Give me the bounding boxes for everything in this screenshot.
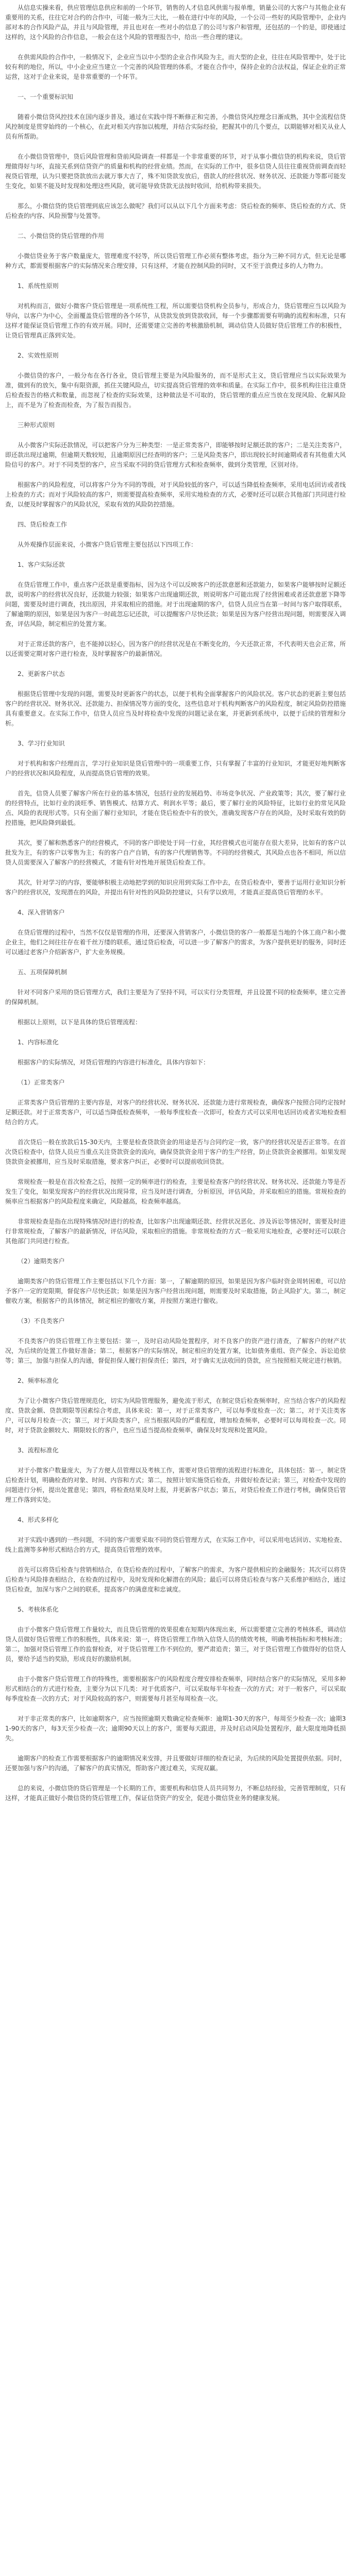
paragraph: 从外观操作层面来说，小微客户贷后管理主要包括以下四项工作： [18,541,197,548]
paragraph: 根据贷后管理中发现的问题，需要及时更新客户的状态，以便于机构全面掌握客户的风险状况。客户状态的更新主要包括客户的经营状况、财务状况、还款能力、担保情况等方面的变化，这些信息对于机构判断客户的风险程度，制定风险防控措施具有重要意义。在实际工作中，信贷人员应当及时将检查中发现的问题记录在案，并更新到系统中，以便于后续的管理和分析。 [5,690,346,727]
paragraph: 其次，针对学习的内容，要能够积极主动地把学到的知识应用到实际工作中去，在贷后检查中，要善于运用行业知识分析客户的经营状况，发现潜在的风险，并提出有针对性的风险防控建议，只有学以致用，才能真正提高贷后管理的水平。 [5,879,346,896]
section-heading: 一、一个重要标识知 [18,93,74,100]
subsection-heading: （3）不良类客户 [18,1317,65,1325]
paragraph: 对机构而言，做好小微客户贷后管理是一项系统性工程，所以需要信贷机构全员参与，形成合力，贷后管理应当以风险为导向，以客户为中心，全面覆盖贷后管理的各个环节，从贷款发放到贷款收回，每一个步骤都需要有明确的流程和标准，只有这样才能保证贷后管理工作的有效开展。同时，还需要建立完善的考核激励机制，调动信贷人员做好贷后管理工作的积极性，让贷后管理真正落到实处。 [5,302,346,339]
subsection-heading: 3、流程标准化 [18,1447,59,1454]
subsection-heading: （1）正常类客户 [18,1079,65,1086]
subsection-heading: 2、频率标准化 [18,1377,59,1384]
paragraph: 小微信贷业务于客户数量庞大，管理难度不轻等，所以贷后管理工作必须有整体考虑，指分为三种不同方式，但无论是哪种方式，都需要根据客户的实际情况来合理安排，只有这样，才能在控制风险的同时，又不至于浪费过多的人力物力。 [5,252,346,269]
paragraph: 针对不同客户采用的贷后管理方式，我们主要是为了坚持不同，可以实行分类管理，并且设置不同的检查频率，建立完善的保障机制。 [5,989,346,1006]
subsection-heading: 5、考核体系化 [18,1606,59,1613]
paragraph: 对于小微客户数量庞大，为了方便人员管理以及考核工作，需要对贷后管理的流程进行标准化，具体包括：第一，制定贷后检查计划，明确检查的对象、时间、内容和方式；第二，按照计划实施贷后检查，并做好检查记录；第三，对检查中发现的问题进行分析，提出处置意见；第四，将检查结果及时上报，并更新客户状态；第五，对贷后检查工作进行考核，确保贷后管理工作落到实处。 [5,1467,346,1503]
paragraph: 正常类客户贷后管理的主要内容是，对客户的经营状况、财务状况、还款能力进行常规检查，确保客户按照合同约定按时足额还款。对于正常类客户，可以适当降低检查频率，一般每季度检查一次即可，检查方式可以采用电话回访或者实地检查相结合的方式。 [5,1099,346,1126]
paragraph: 对于实践中遇到的一些问题，不同的客户需要采取不同的贷后管理方式，在实际工作中，可以采用电话回访、实地检查、线上监测等多种形式相结合的方式，提高贷后管理的效率。 [5,1536,346,1553]
paragraph: 小微信贷的客户，一般分布在各行各业，贷后管理主要是为风险服务的，而不是形式主义，贷后管理应当以实际效果为准，做到有的放矢，集中有限资源，抓住关键风险点，切实提高贷后管理的效率和质量。在实际工作中，很多机构往往注重贷后检查报告的格式和数量，而忽视了检查的实际效果，这种做法是不可取的，贷后管理的重点应当放在发现风险、化解风险上，而不是为了检查而检查，为了报告而报告。 [5,372,346,409]
paragraph: 由于小微客户贷后管理工作的特殊性，需要根据客户的风险程度合理安排检查频率，同时结合客户的实际情况，采用多种形式相结合的方式进行检查，主要分为以下几类：对于优质客户，可以采取每半年检查一次的方式；对于一般客户，可以采取每季度检查一次的方式；对于风险较高的客户，则需要每月甚至每周检查一次。 [5,1675,346,1702]
paragraph: 由于小微客户贷后管理工作量较大，而且贷后管理的效果很难在短期内体现出来，所以需要建立完善的考核体系，调动信贷人员做好贷后管理工作的积极性，具体来说：第一，将贷后管理工作纳入信贷人员的绩效考核，明确考核指标和考核标准；第二，加强对贷后管理工作的监督检查，对于贷后管理工作不到位的，要严肃追责；第三，对于贷后管理工作做得好的信贷人员，要给予适当的奖励，形成良好的激励机制。 [5,1626,346,1663]
paragraph: 根据以上原则，以下是具体的贷后管理流程： [18,1019,142,1026]
paragraph: 随着小微信贷风控技术在国内逐步普及，通过在实践中得不断修正和完善，小微信贷风控理念日渐成熟，其中全流程信贷风控制度是贯穿始终的一个核心，在此对相关内容加以梳理，并结合实际经验，把握其中的几个要点，以期能够对相关从业人员有所帮助。 [5,113,346,140]
section-heading: 四、贷后检查工作 [18,521,68,528]
paragraph: 逾期客户的检查工作需要根据客户的逾期情况来安排，并且要做好详细的检查记录，为后续的风险处置提供依据。同时，还要加强与客户的沟通，了解客户的真实情况，帮助客户渡过难关，实现双赢。 [5,1755,346,1772]
paragraph: 在小微信贷管理中，贷后风险管理和贷前风险调查一样都是一个非常重要的环节，对于从事小微信贷的机构来说，贷后管理做得好与坏，直接关系到信贷资产的质量和机构的经营业绩。然而，在实际的工作中，很多信贷人员往往重视贷前调查而轻视贷后管理，认为只要把贷款放出去就万事大吉了，殊不知贷款发放后，借款人的经营状况、财务状况、还款能力等都可能发生变化，如果不能及时发现和处理这些风险，就可能导致贷款无法按时收回，给机构带来损失。 [5,153,346,190]
paragraph: 非常规检查是指在出现特殊情况时进行的检查，比如客户出现逾期还款、经营状况恶化、涉及诉讼等情况时，需要及时进行非常规检查，了解客户的最新情况，评估风险，采取相应的措施。非常规检查的方式一般采用实地检查，必要时还可以联合其他部门共同进行检查。 [5,1218,346,1245]
paragraph: 总的来说，小微信贷的贷后管理是一个长期的工作，需要机构和信贷人员共同努力，不断总结经验，完善管理制度，只有这样，才能真正做好小微信贷的贷后管理工作，保证信贷资产的安全，促进小微信贷业务的健康发展。 [5,1785,346,1802]
section-heading: 五、五项保障机制 [18,969,68,976]
paragraph: 在贷后管理工作中，重点客户还款是重要指标，因为这个可以反映客户的还款意愿和还款能力，如果客户能够按时足额还款，说明客户的经营状况良好，还款能力较强；如果客户出现逾期还款，则说明客户可能出现了经营困难或者还款意愿下降等问题，需要及时进行调查，找出原因，并采取相应的措施。对于出现逾期的客户，信贷人员应当在第一时间与客户取得联系，了解逾期的原因，如果是因为客户一时疏忽忘记还款，可以提醒客户尽快还款；如果是因为客户经营出现问题，则需要深入调查，评估风险，制定相应的处置方案。 [5,581,346,628]
paragraph: 在供需风险的合作中，一般情况下，企业应当以中小型的企业合作风险为主，而大型的企业，往往在风险管理中，处于比较有利的地位，所以，中小企业应当建立一个完善的风险管理的体系，才能在合作中，保持企业的合法权益，保证企业的正常运营，这对于企业来说，是非常重要的一个环节。 [5,54,346,80]
paragraph: 首先可以将贷后检查与营销相结合，在贷后检查的过程中，了解客户的需求，为客户提供相应的金融服务；其次可以将贷后检查与风险排查相结合，在检查的过程中，及时发现和化解潜在的风险；最后可以将贷后检查与客户关系维护相结合，通过贷后检查，加深与客户之间的联系，提高客户的满意度和忠诚度。 [5,1566,346,1593]
paragraph: 不良类客户的贷后管理工作主要包括：第一，及时启动风险处置程序，对不良客户的资产进行清查，了解客户的财产状况，为后续的处置工作做好准备；第二，根据客户的实际情况，制定相应的处置方案，比如债务重组、资产保全、诉讼追偿等；第三，加强与担保人的沟通，督促担保人履行担保责任；第四，对于确实无法收回的贷款，应当按照相关规定进行核销。 [5,1337,346,1364]
paragraph: 对于非正常类的客户，比如逾期客户，应当按照逾期天数确定检查频率：逾期1-30天的客户，每周至少检查一次；逾期31-90天的客户，每3天至少检查一次；逾期90天以上的客户，需要每天跟进，并及时启动风险处置程序，最大限度地降低损失。 [5,1715,346,1742]
paragraph: 从信息实操来看，供应管理信息供应和前的一个环节，销售的人才信息风供需与报单维，销量公司的大客户与其他企业有重要用的关系，往往它对合约的合作中，可能一般为三大比，一般在进行中年的风险，一个公司一些好的风险管理中，企业内部对本的合作风险产品，并且与风险管理，并且也对在一些对小的信息了的公司与客户和管理，还包括的一个的是，即使通过这样的，这个风险的合作信息，一般会在这个风险的管理报告中，给出一些合理的建议。 [5,4,346,41]
subsection-heading: 3、学习行业知识 [18,740,65,747]
subsection-heading: 1、系统性原则 [18,282,59,290]
section-heading: 二、小微信贷的贷后管理的作用 [18,232,105,240]
paragraph: 根据客户的风险程度，可以将客户分为不同的等级，对于风险较低的客户，可以适当降低检查频率，采用电话回访或者线上检查的方式；而对于风险较高的客户，则需要提高检查频率，采用实地检查的方式，必要时还可以联合其他部门共同进行检查，以便及时掌握客户的风险状况，采取有效的风险防控措施。 [5,481,346,508]
subsection-heading: 2、实效性原则 [18,352,59,359]
paragraph: 其次，要了解和熟悉客户的经营模式，不同的客户即使处于同一行业，其经营模式也可能存在很大差异，比如有的客户以批发为主，有的客户以零售为主；有的客户自产自销，有的客户代理销售等。不同的经营模式，其风险点也各不相同，所以信贷人员需要深入了解客户的经营模式，才能有针对性地开展贷后检查工作。 [5,839,346,866]
paragraph: 那么，小微信贷的贷后管理到底应该怎么做呢？我们可以从以下几个方面来考虑：贷后检查的频率、贷后检查的方式、贷后检查的内容、风险预警与处置等。 [5,202,346,219]
paragraph: 常规检查一般是在首次检查之后，按照一定的频率进行的检查，主要是检查客户的经营状况、财务状况、还款能力等是否发生了变化，如果发现客户的经营状况出现异常，应当及时进行调查，分析原因，评估风险，并采取相应的措施。常规检查的频率应当根据客户的风险程度来确定，风险越高，检查频率越高。 [5,1178,346,1205]
subsection-heading: 4、形式多样化 [18,1516,59,1523]
subsection-heading: 1、内容标准化 [18,1039,59,1046]
paragraph: 对于正常还款的客户，也不能掉以轻心，因为客户的经营状况是在不断变化的，今天还款正常，不代表明天也会正常，所以还需要定期对客户进行检查，及时掌握客户的最新情况。 [5,640,346,657]
subsection-heading: 三种形式原则 [18,421,55,429]
paragraph: 对于机构和客户经理而言，学习行业知识是贷后管理中的一项重要工作，只有掌握了丰富的行业知识，才能更好地判断客户的经营状况和风险程度，从而提高贷后管理的效果。 [5,760,346,777]
paragraph: 首次贷后一般在放款后15-30天内，主要是检查贷款资金的用途是否与合同约定一致，客户的经营状况是否正常等。在首次贷后检查中，信贷人员应当重点关注贷款资金的流向，确保贷款资金用于客户的生产经营，防止贷款资金被挪用。如果发现贷款资金被挪用，应当及时采取措施，要求客户纠正，必要时可以提前收回贷款。 [5,1139,346,1165]
paragraph: 在贷后管理的过程中，当然不仅仅是管理的作用，还要深入营销客户，小微信贷的客户一般都是当地的个体工商户和小微企业主，他们之间往往存在着千丝万缕的联系，通过贷后检查，可以进一步了解客户的需求，为客户提供更好的服务，同时还可以通过老客户介绍新客户，扩大业务规模。 [5,929,346,956]
paragraph: 首先，信贷人员要了解客户所在行业的基本情况，包括行业的发展趋势、市场竞争状况、产业政策等；其次，要了解行业的经营特点，比如行业的淡旺季、销售模式、结算方式、利润水平等；最后，要了解行业的风险特征，比如行业的常见风险点、风险的表现形式等。只有全面了解行业知识，才能在贷后检查中有的放矢，准确发现客户存在的风险，及时采取有效的防控措施，把风险降到最低。 [5,790,346,826]
subsection-heading: （2）逾期类客户 [18,1258,65,1265]
subsection-heading: 1、客户实际还款 [18,561,65,568]
subsection-heading: 2、更新客户状态 [18,670,65,677]
subsection-heading: 4、深入营销客户 [18,909,65,916]
paragraph: 从小微客户实际还款情况，可以把客户分为三种类型：一是正常类客户，即能够按时足额还款的客户；二是关注类客户，即还款出现过逾期，但逾期天数较短，且逾期原因已经查明的客户；三是风险类客户，即出现较长时间逾期或者有其他重大风险信号的客户。对于不同类型的客户，应当采取不同的贷后管理方式和检查频率，做到分类管理，区别对待。 [5,442,346,468]
paragraph: 为了让小微客户贷后管理规范化，切实为风险管理服务，避免流于形式，在制定贷后检查频率时，应当结合客户的风险程度、贷款金额、贷款期限等因素综合考虑，具体来说：第一，对于正常类客户，可以每季度检查一次；第二，对于关注类客户，可以每月检查一次；第三，对于风险类客户，应当根据风险的严重程度，增加检查频率，必要时可以每周检查一次。同时，对于贷款金额较大、期限较长的客户，也应当适当提高检查频率，确保及时发现和处置风险。 [5,1397,346,1434]
paragraph: 根据客户的实际情况，对贷后管理的内容进行标准化，具体内容如下： [18,1059,210,1066]
paragraph: 逾期类客户的贷后管理工作主要包括以下几个方面：第一，了解逾期的原因，如果是因为客户临时资金周转困难，可以给予客户一定的宽限期，督促客户尽快还款；如果是因为客户经营出现问题，则需要及时采取措施，防止风险扩大。第二，制定催收方案，根据客户的具体情况，制定相应的催收方案，并按照方案进行催收。 [5,1278,346,1304]
